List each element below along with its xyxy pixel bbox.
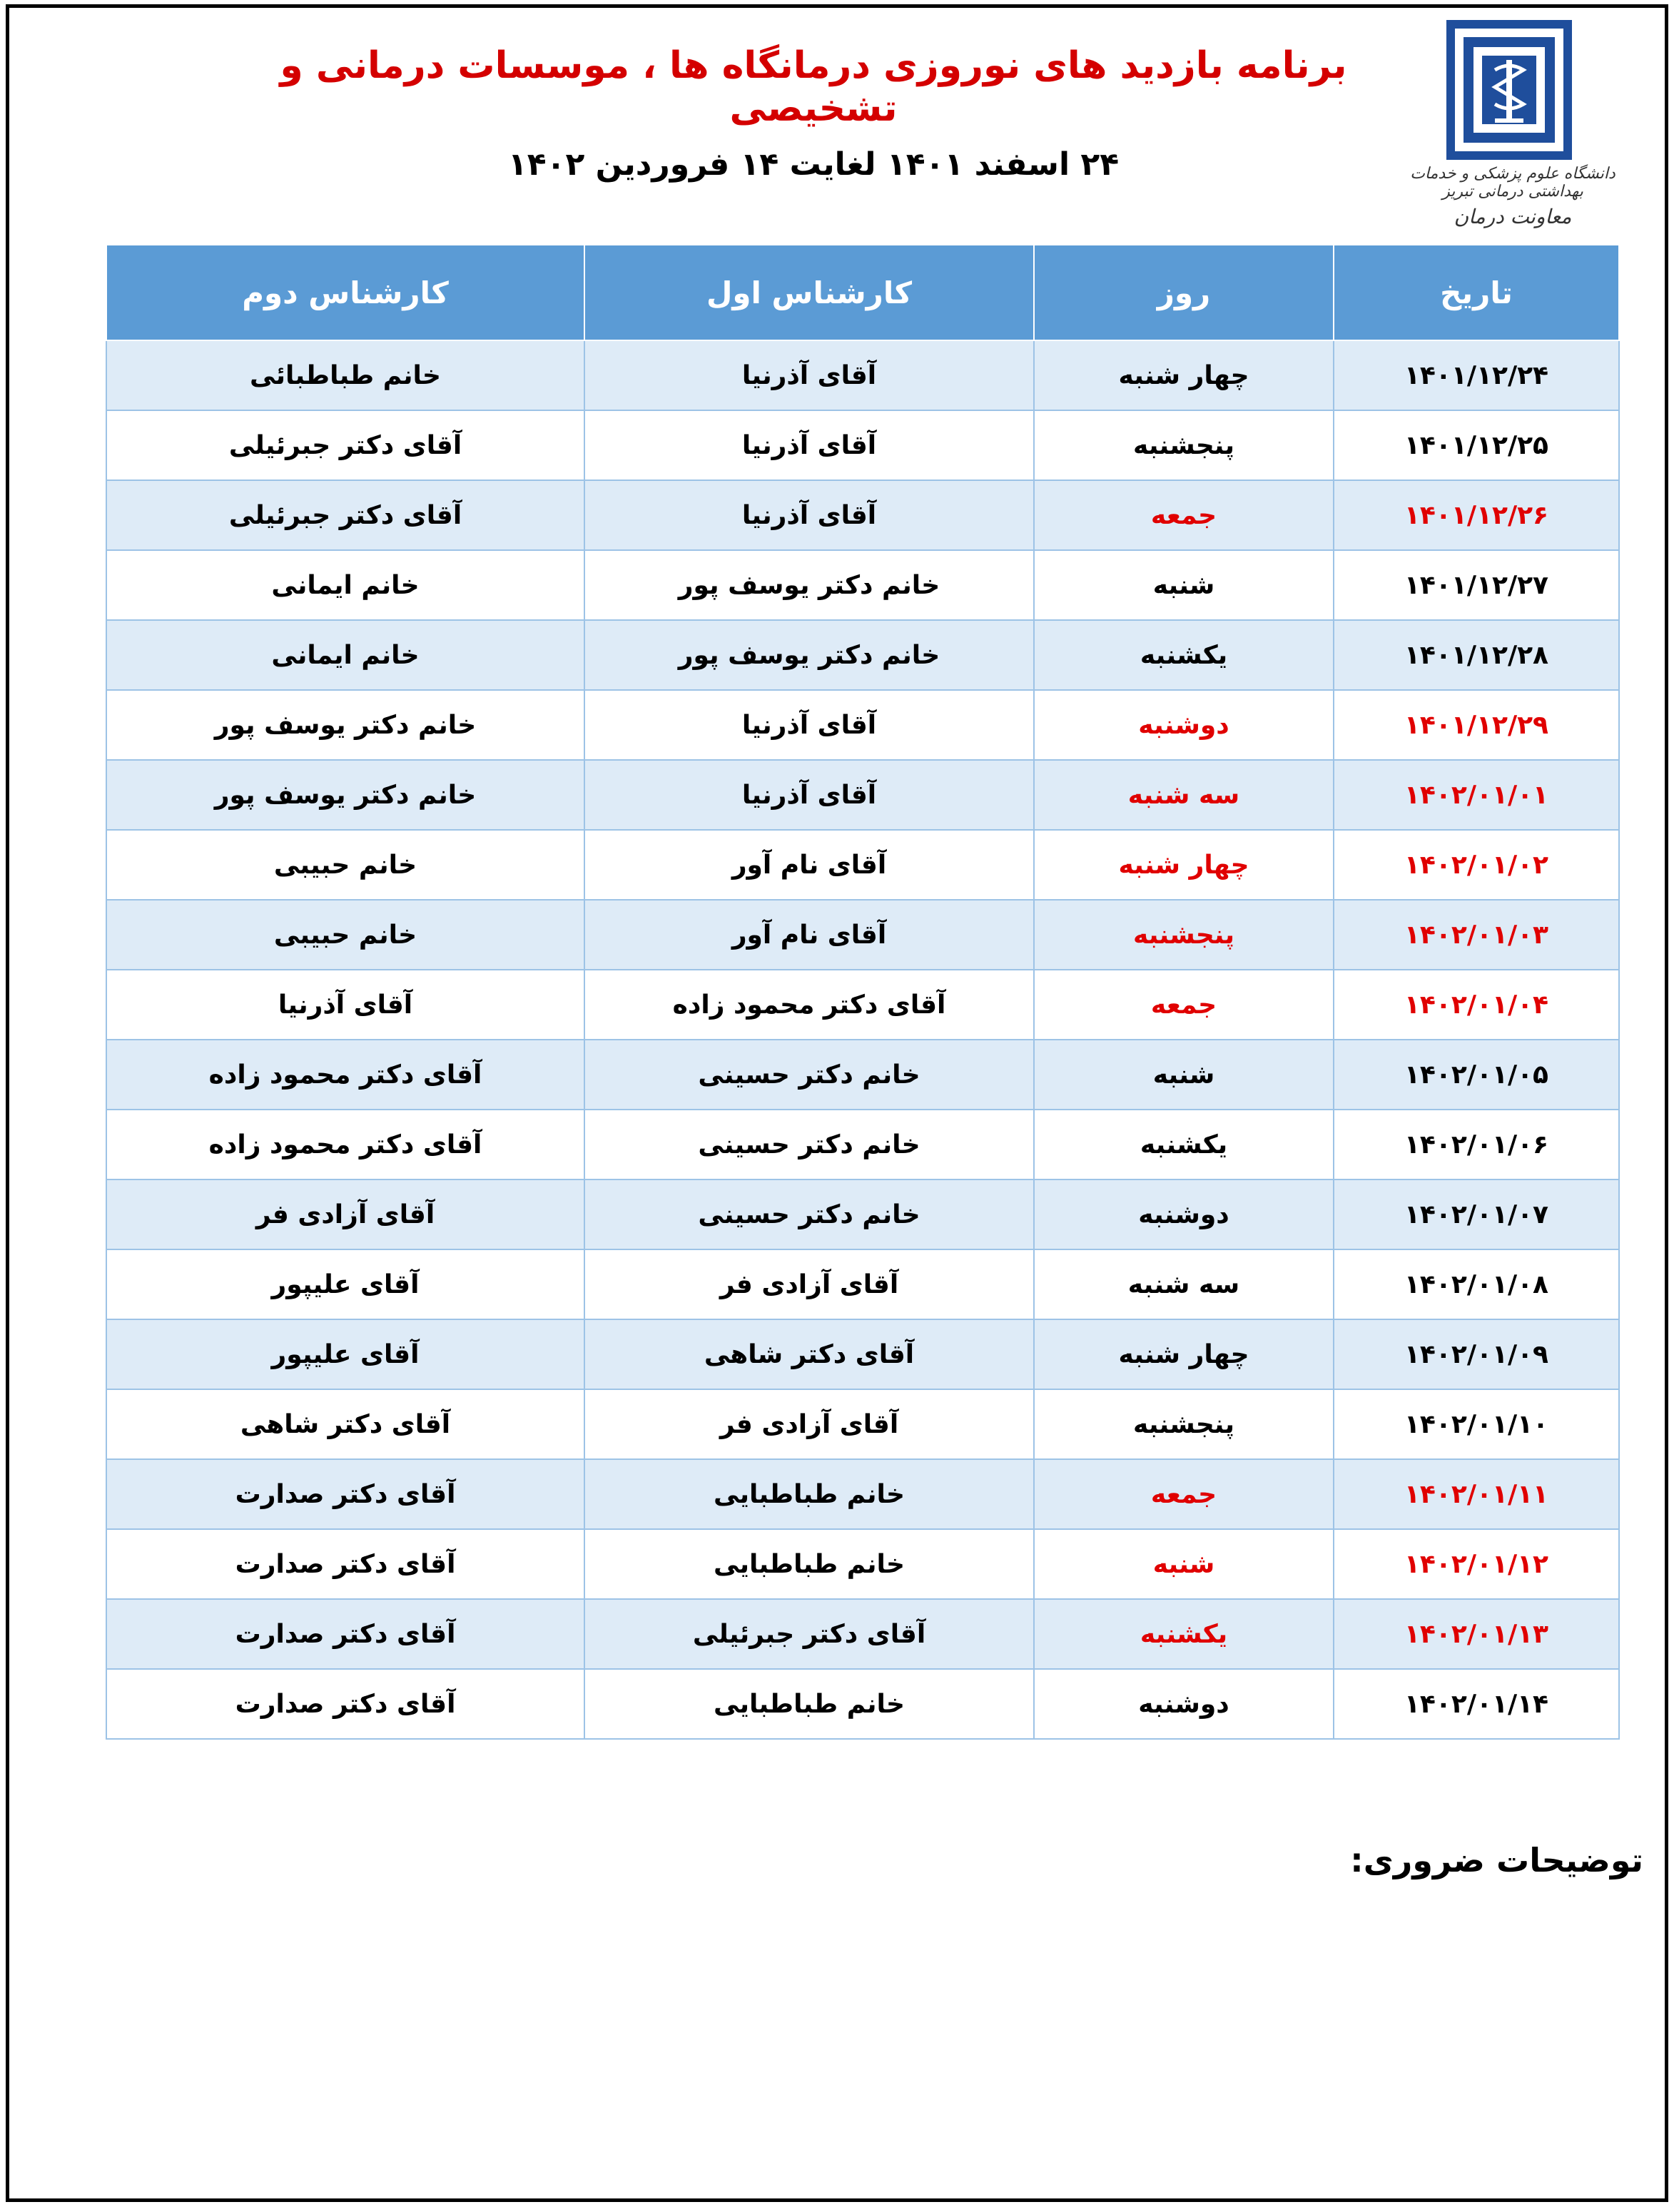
university-emblem-icon (1445, 19, 1573, 161)
header-second-expert: کارشناس دوم (106, 245, 584, 340)
cell-first-expert: آقای آذرنیا (584, 340, 1034, 410)
cell-first-expert: خانم دکتر یوسف پور (584, 550, 1034, 620)
cell-date: ۱۴۰۲/۰۱/۰۱ (1334, 760, 1619, 830)
table-row (106, 620, 1619, 690)
cell-second-expert: آقای آزادی فر (106, 1179, 584, 1249)
cell-date: ۱۴۰۲/۰۱/۰۷ (1334, 1179, 1619, 1249)
cell-day: چهار شنبه (1034, 1319, 1334, 1389)
table-row (106, 1249, 1619, 1319)
cell-second-expert: آقای علیپور (106, 1249, 584, 1319)
cell-day: دوشنبه (1034, 1669, 1334, 1739)
page-title: برنامه بازدید های نوروزی درمانگاه ها ، موسسات درمانی و تشخیصی (280, 44, 1347, 130)
cell-date: ۱۴۰۱/۱۲/۲۷ (1334, 550, 1619, 620)
cell-day: یکشنبه (1034, 620, 1334, 690)
cell-first-expert: خانم طباطبایی (584, 1669, 1034, 1739)
logo-university-name: دانشگاه علوم پزشکی و خدمات بهداشتی درمانی تبریز (1410, 165, 1615, 201)
schedule-body (106, 340, 1619, 1739)
cell-first-expert: آقای آزادی فر (584, 1389, 1034, 1459)
table-row (106, 1179, 1619, 1249)
cell-second-expert: آقای دکتر صدارت (106, 1529, 584, 1599)
cell-second-expert: آقای دکتر صدارت (106, 1599, 584, 1669)
cell-date: ۱۴۰۲/۰۱/۰۵ (1334, 1040, 1619, 1110)
cell-day: یکشنبه (1034, 1599, 1334, 1669)
table-row (106, 1459, 1619, 1529)
table-row (106, 970, 1619, 1040)
cell-second-expert: خانم طباطبائی (106, 340, 584, 410)
cell-first-expert: آقای دکتر شاهی (584, 1319, 1034, 1389)
cell-second-expert: خانم ایمانی (106, 620, 584, 690)
cell-date: ۱۴۰۲/۰۱/۱۰ (1334, 1389, 1619, 1459)
cell-first-expert: خانم دکتر حسینی (584, 1110, 1034, 1179)
table-row (106, 760, 1619, 830)
cell-date: ۱۴۰۲/۰۱/۱۲ (1334, 1529, 1619, 1599)
table-row (106, 1040, 1619, 1110)
header-first-expert: کارشناس اول (584, 245, 1034, 340)
table-row (106, 900, 1619, 970)
cell-day: دوشنبه (1034, 690, 1334, 760)
cell-day: پنجشنبه (1034, 1389, 1334, 1459)
cell-day: جمعه (1034, 480, 1334, 550)
cell-first-expert: آقای آذرنیا (584, 760, 1034, 830)
cell-day: چهار شنبه (1034, 340, 1334, 410)
cell-date: ۱۴۰۲/۰۱/۰۲ (1334, 830, 1619, 900)
cell-second-expert: آقای دکتر شاهی (106, 1389, 584, 1459)
cell-day: سه شنبه (1034, 1249, 1334, 1319)
cell-date: ۱۴۰۱/۱۲/۲۹ (1334, 690, 1619, 760)
cell-day: یکشنبه (1034, 1110, 1334, 1179)
cell-first-expert: آقای دکتر محمود زاده (584, 970, 1034, 1040)
notes-label: توضیحات ضروری: (1350, 1841, 1643, 1879)
cell-first-expert: خانم دکتر حسینی (584, 1040, 1034, 1110)
schedule-table (106, 244, 1620, 1740)
cell-second-expert: خانم حبیبی (106, 830, 584, 900)
cell-first-expert: آقای آذرنیا (584, 690, 1034, 760)
cell-first-expert: آقای نام آور (584, 830, 1034, 900)
cell-date: ۱۴۰۲/۰۱/۰۴ (1334, 970, 1619, 1040)
page-subtitle: ۲۴ اسفند ۱۴۰۱ لغایت ۱۴ فروردین ۱۴۰۲ (507, 146, 1120, 183)
cell-day: پنجشنبه (1034, 410, 1334, 480)
cell-date: ۱۴۰۲/۰۱/۱۱ (1334, 1459, 1619, 1529)
cell-day: چهار شنبه (1034, 830, 1334, 900)
cell-day: پنجشنبه (1034, 900, 1334, 970)
cell-date: ۱۴۰۲/۰۱/۰۳ (1334, 900, 1619, 970)
cell-first-expert: آقای دکتر جبرئیلی (584, 1599, 1034, 1669)
table-row (106, 1389, 1619, 1459)
table-row (106, 550, 1619, 620)
cell-second-expert: آقای علیپور (106, 1319, 584, 1389)
cell-date: ۱۴۰۲/۰۱/۰۸ (1334, 1249, 1619, 1319)
header-date: تاریخ (1334, 245, 1619, 340)
cell-second-expert: آقای دکتر محمود زاده (106, 1040, 584, 1110)
header-day: روز (1034, 245, 1334, 340)
table-row (106, 340, 1619, 410)
logo-department-name: معاونت درمان (1454, 205, 1572, 228)
cell-first-expert: آقای نام آور (584, 900, 1034, 970)
table-row (106, 1110, 1619, 1179)
table-row (106, 830, 1619, 900)
cell-date: ۱۴۰۲/۰۱/۰۹ (1334, 1319, 1619, 1389)
cell-second-expert: آقای آذرنیا (106, 970, 584, 1040)
cell-day: سه شنبه (1034, 760, 1334, 830)
table-row (106, 1529, 1619, 1599)
table-row (106, 410, 1619, 480)
cell-second-expert: آقای دکتر صدارت (106, 1669, 584, 1739)
cell-first-expert: خانم دکتر یوسف پور (584, 620, 1034, 690)
table-header-row (106, 245, 1619, 340)
cell-second-expert: آقای دکتر جبرئیلی (106, 480, 584, 550)
cell-second-expert: آقای دکتر محمود زاده (106, 1110, 584, 1179)
cell-day: جمعه (1034, 970, 1334, 1040)
cell-first-expert: آقای آذرنیا (584, 410, 1034, 480)
cell-first-expert: آقای آذرنیا (584, 480, 1034, 550)
cell-second-expert: خانم دکتر یوسف پور (106, 690, 584, 760)
table-row (106, 1669, 1619, 1739)
cell-date: ۱۴۰۱/۱۲/۲۴ (1334, 340, 1619, 410)
cell-second-expert: آقای دکتر جبرئیلی (106, 410, 584, 480)
cell-second-expert: خانم ایمانی (106, 550, 584, 620)
cell-second-expert: آقای دکتر صدارت (106, 1459, 584, 1529)
cell-day: شنبه (1034, 1040, 1334, 1110)
university-logo (1384, 19, 1641, 233)
cell-day: شنبه (1034, 1529, 1334, 1599)
table-row (106, 690, 1619, 760)
table-row (106, 1319, 1619, 1389)
logo-caption (1384, 165, 1641, 228)
cell-day: شنبه (1034, 550, 1334, 620)
cell-date: ۱۴۰۱/۱۲/۲۸ (1334, 620, 1619, 690)
table-row (106, 1599, 1619, 1669)
cell-first-expert: خانم طباطبایی (584, 1529, 1034, 1599)
cell-date: ۱۴۰۱/۱۲/۲۶ (1334, 480, 1619, 550)
table-row (106, 480, 1619, 550)
cell-day: دوشنبه (1034, 1179, 1334, 1249)
cell-date: ۱۴۰۲/۰۱/۱۴ (1334, 1669, 1619, 1739)
cell-first-expert: خانم طباطبایی (584, 1459, 1034, 1529)
cell-date: ۱۴۰۲/۰۱/۰۶ (1334, 1110, 1619, 1179)
cell-second-expert: خانم دکتر یوسف پور (106, 760, 584, 830)
cell-day: جمعه (1034, 1459, 1334, 1529)
cell-second-expert: خانم حبیبی (106, 900, 584, 970)
cell-date: ۱۴۰۱/۱۲/۲۵ (1334, 410, 1619, 480)
cell-date: ۱۴۰۲/۰۱/۱۳ (1334, 1599, 1619, 1669)
cell-first-expert: آقای آزادی فر (584, 1249, 1034, 1319)
cell-first-expert: خانم دکتر حسینی (584, 1179, 1034, 1249)
